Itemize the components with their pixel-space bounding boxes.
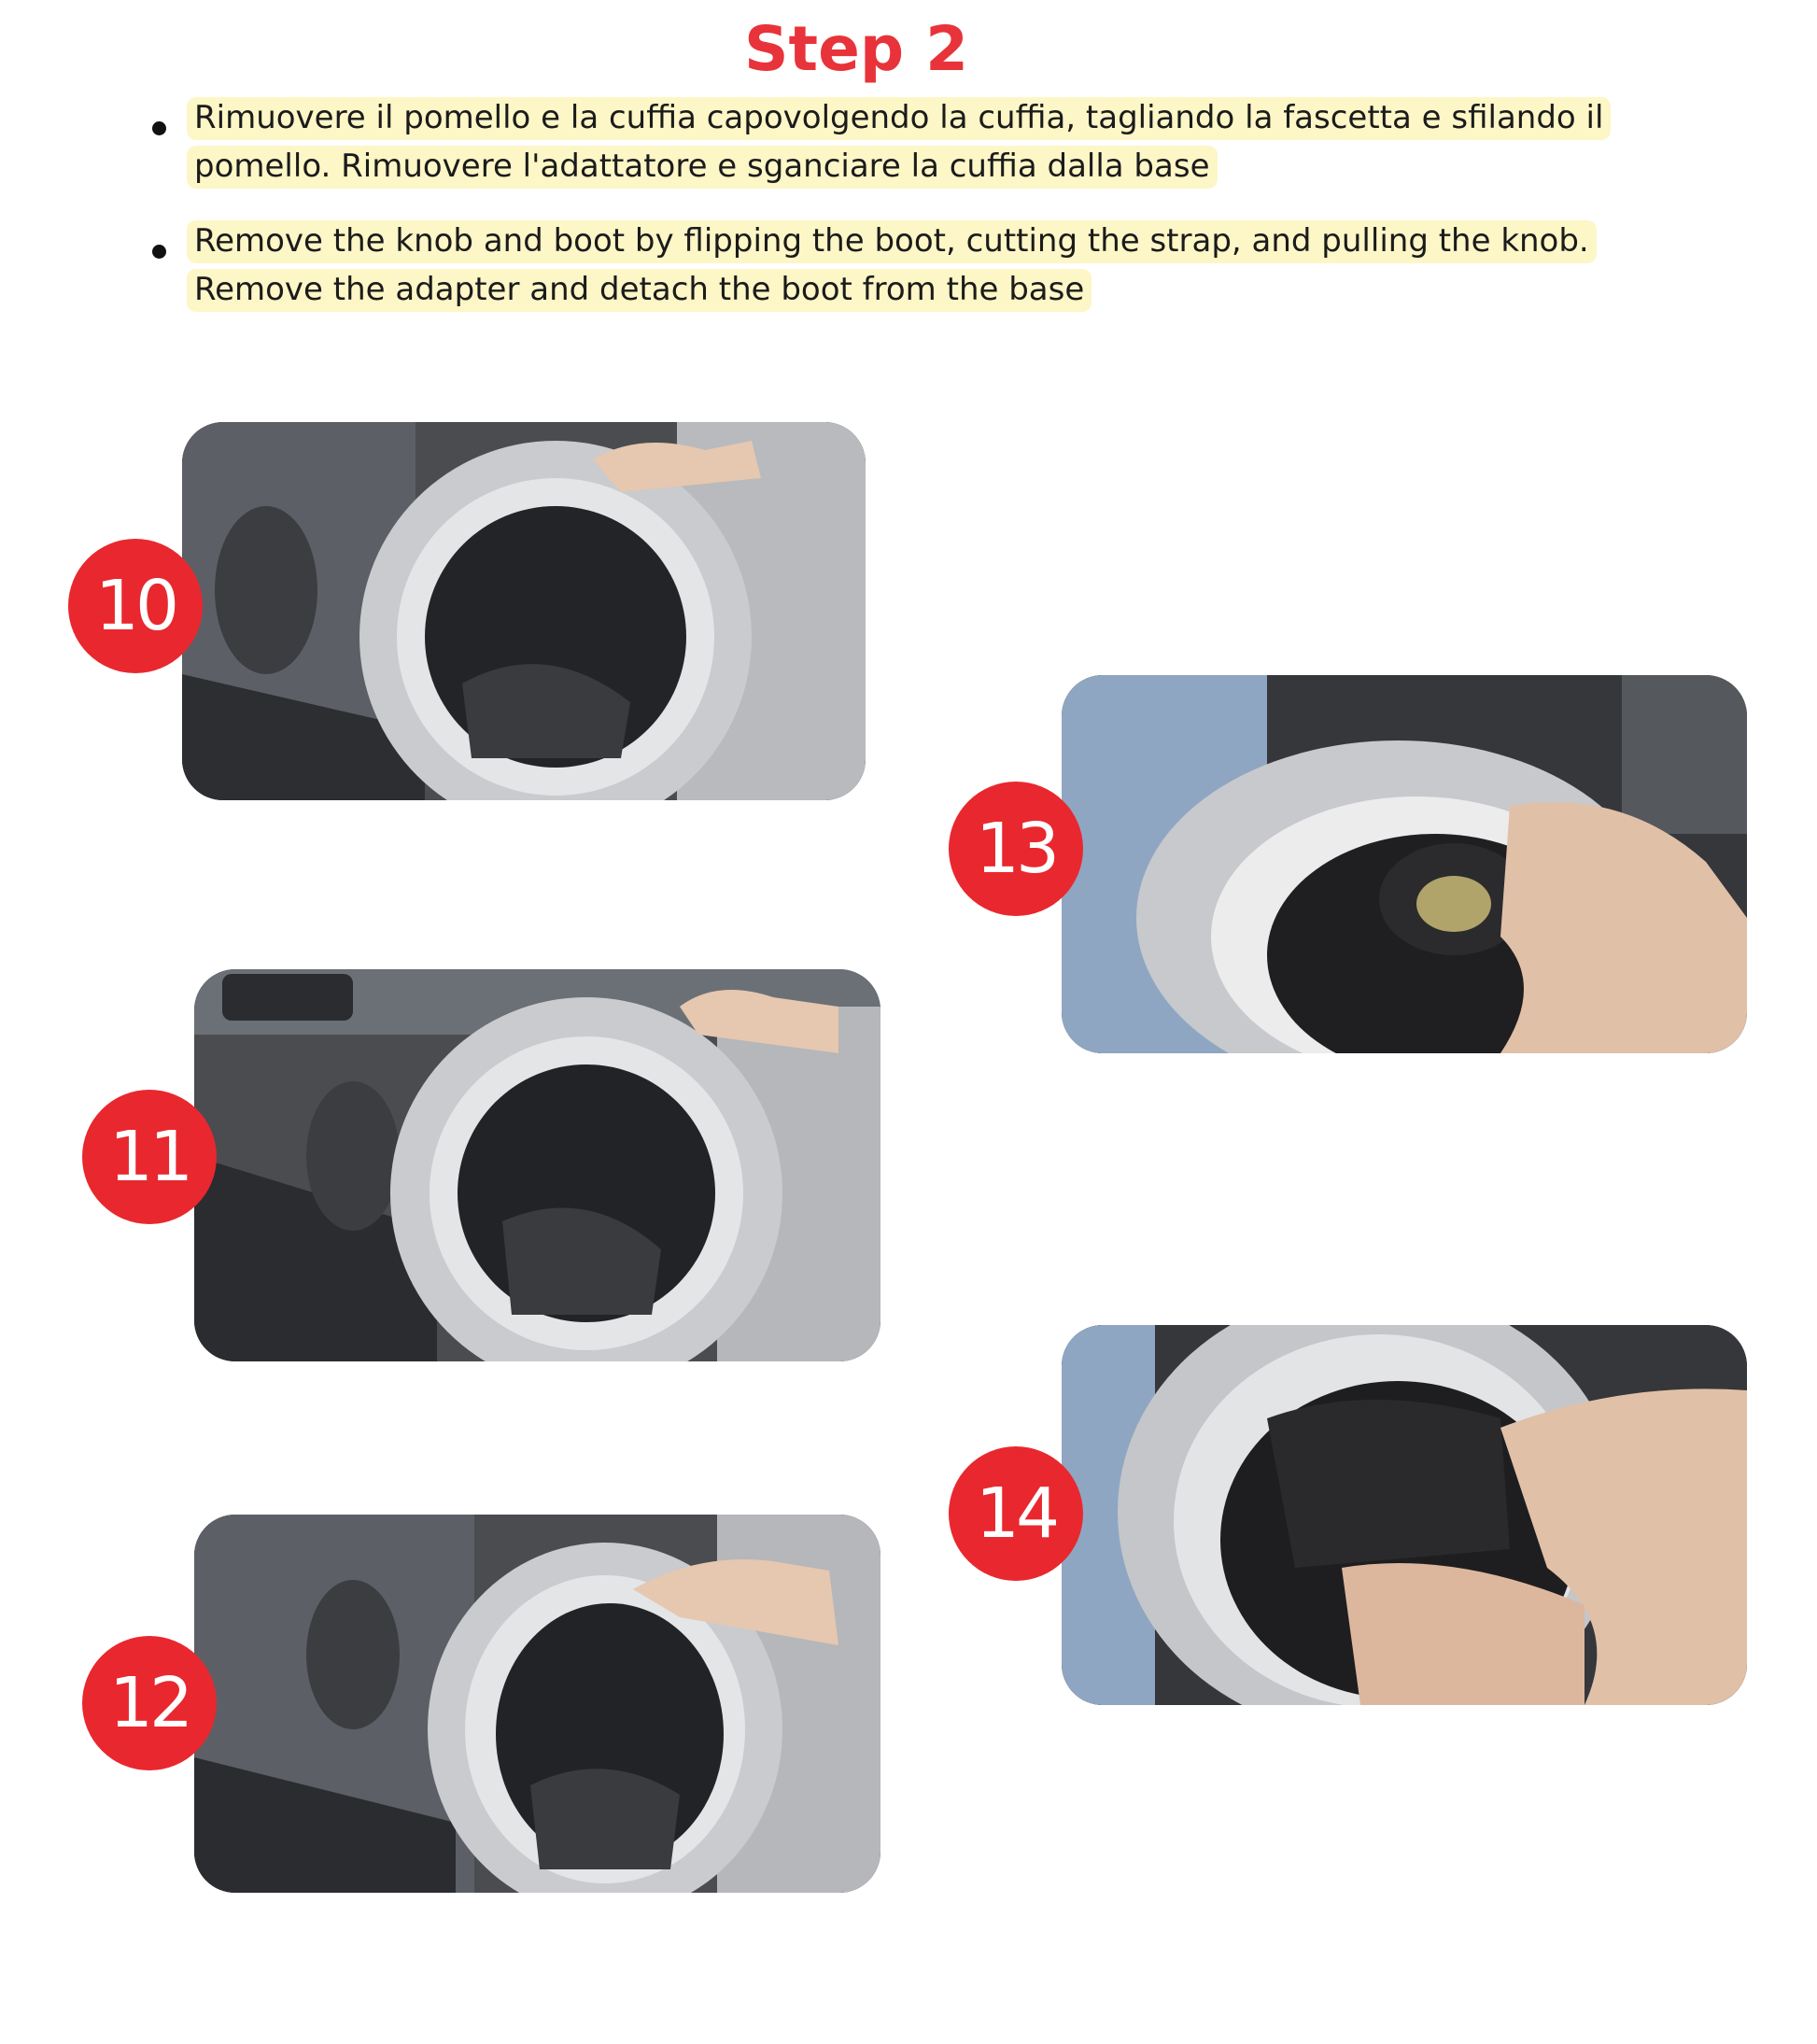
- step-13-photo: [1062, 675, 1747, 1053]
- gear-boot-ring-image: [194, 969, 880, 1361]
- step-11-photo: [194, 969, 880, 1361]
- boot-flipped-image: [1062, 675, 1747, 1053]
- step-badge-13: 13: [949, 782, 1083, 916]
- step-14-photo: [1062, 1325, 1747, 1705]
- instruction-italian: [145, 93, 1713, 190]
- step-badge-12: 12: [82, 1636, 217, 1770]
- gear-boot-ring-image: [182, 422, 866, 800]
- instruction-text: Rimuovere il pomello e la cuffia capovolgendo la cuffia, tagliando la fascetta e sfilando il pomello. Rimuovere l'adattatore e sganciare la cuffia dalla base: [187, 97, 1611, 189]
- gear-boot-ring-image: [194, 1515, 880, 1893]
- step-10-photo: [182, 422, 866, 800]
- page-title: Step 2: [744, 13, 968, 85]
- bullet-dot: [152, 245, 166, 259]
- step-badge-14: 14: [949, 1446, 1083, 1581]
- boot-detached-image: [1062, 1325, 1747, 1705]
- step-badge-10: 10: [68, 539, 203, 673]
- step-badge-11: 11: [82, 1090, 217, 1224]
- instruction-list: [145, 93, 1713, 340]
- step-12-photo: [194, 1515, 880, 1893]
- instruction-text: Remove the knob and boot by flipping the boot, cutting the strap, and pulling the knob. Remove the adapter and detach the boot from the base: [187, 220, 1597, 312]
- instruction-english: [145, 217, 1713, 314]
- bullet-dot: [152, 121, 166, 135]
